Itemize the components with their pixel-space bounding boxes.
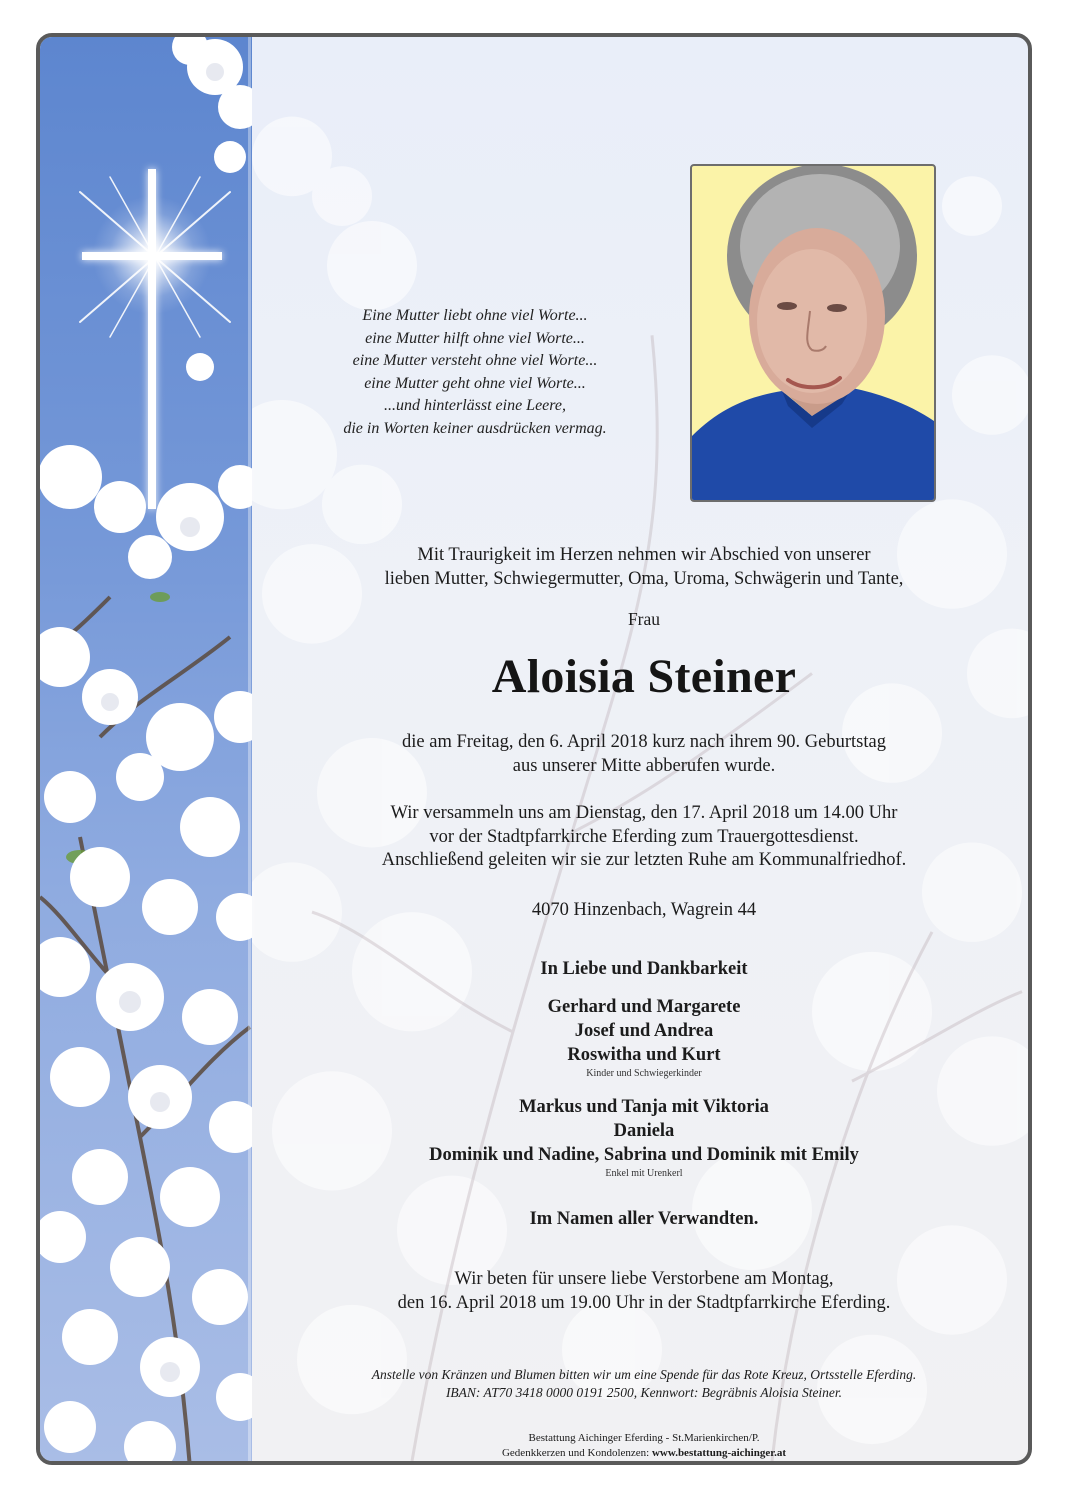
band-divider (248, 37, 251, 1461)
cherry-blossom-decoration (40, 37, 252, 1461)
salutation: Frau (627, 609, 661, 629)
portrait-photo (690, 164, 936, 502)
funeral-notice-line: Anschließend geleiten wir sie zur letzten Ruhe am Kommunalfriedhof. (381, 850, 907, 870)
grandchildren-note: Enkel mit Urenkerl (605, 1168, 683, 1179)
death-notice-line: die am Freitag, den 6. April 2018 kurz nach ihrem 90. Geburtstag (402, 732, 886, 752)
relatives-line: Im Namen aller Verwandten. (529, 1209, 759, 1229)
obituary-card (36, 33, 1032, 1465)
prayer-line: den 16. April 2018 um 19.00 Uhr in der Stadtpfarrkirche Eferding. (397, 1292, 891, 1313)
death-notice (252, 731, 1032, 778)
funeral-notice-line: Wir versammeln uns am Dienstag, den 17. April 2018 um 14.00 Uhr (390, 803, 898, 823)
prayer-notice (252, 1268, 1032, 1315)
grandchildren-list (252, 1095, 1032, 1180)
poem-line: Eine Mutter liebt ohne viel Worte... (362, 307, 588, 324)
donation-line: IBAN: AT70 3418 0000 0191 2500, Kennwort: Begräbnis Aloisia Steiner. (445, 1385, 843, 1400)
funeral-notice (252, 802, 1032, 873)
deceased-name: Aloisia Steiner (491, 650, 797, 703)
condolence-line (252, 1446, 1032, 1461)
mourner-name: Daniela (613, 1121, 675, 1141)
sky-band (40, 37, 252, 1461)
donation-request (252, 1366, 1032, 1402)
death-notice-line: aus unserer Mitte abberufen wurde. (512, 755, 776, 776)
poem (270, 305, 680, 440)
prayer-line: Wir beten für unsere liebe Verstorbene am Montag, (454, 1269, 834, 1289)
footer (252, 1431, 1032, 1461)
children-note: Kinder und Schwiegerkinder (586, 1068, 702, 1079)
poem-line: eine Mutter hilft ohne viel Worte... (365, 329, 585, 347)
mourner-name: Markus und Tanja mit Viktoria (519, 1097, 769, 1117)
children-list (252, 995, 1032, 1080)
poem-line: die in Worten keiner ausdrücken vermag. (343, 419, 607, 437)
poem-line: eine Mutter geht ohne viel Worte... (364, 374, 586, 392)
intro-text (252, 544, 1032, 591)
thanks-heading: In Liebe und Dankbarkeit (540, 959, 748, 979)
mourner-name: Gerhard und Margarete (547, 997, 741, 1017)
website-link[interactable]: www.bestattung-aichinger.at (651, 1447, 787, 1459)
intro-line: lieben Mutter, Schwiegermutter, Oma, Uroma, Schwägerin und Tante, (384, 568, 904, 589)
portrait-figure (692, 166, 934, 500)
mourner-name: Dominik und Nadine, Sabrina und Dominik mit Emily (429, 1145, 859, 1165)
condolence-label: Gedenkkerzen und Kondolenzen: (501, 1447, 652, 1459)
poem-line: ...und hinterlässt eine Leere, (383, 397, 567, 414)
funeral-notice-line: vor der Stadtpfarrkirche Eferding zum Trauergottesdienst. (429, 826, 859, 847)
mourner-name: Roswitha und Kurt (567, 1045, 721, 1065)
funeral-home: Bestattung Aichinger Eferding - St.Marienkirchen/P. (528, 1432, 760, 1444)
intro-line: Mit Traurigkeit im Herzen nehmen wir Abschied von unserer (417, 545, 871, 565)
address: 4070 Hinzenbach, Wagrein 44 (531, 900, 757, 920)
mourner-name: Josef und Andrea (574, 1021, 714, 1041)
donation-line: Anstelle von Kränzen und Blumen bitten wir um eine Spende für das Rote Kreuz, Ortsstelle Eferding. (371, 1367, 917, 1382)
poem-line: eine Mutter versteht ohne viel Worte... (352, 352, 598, 369)
